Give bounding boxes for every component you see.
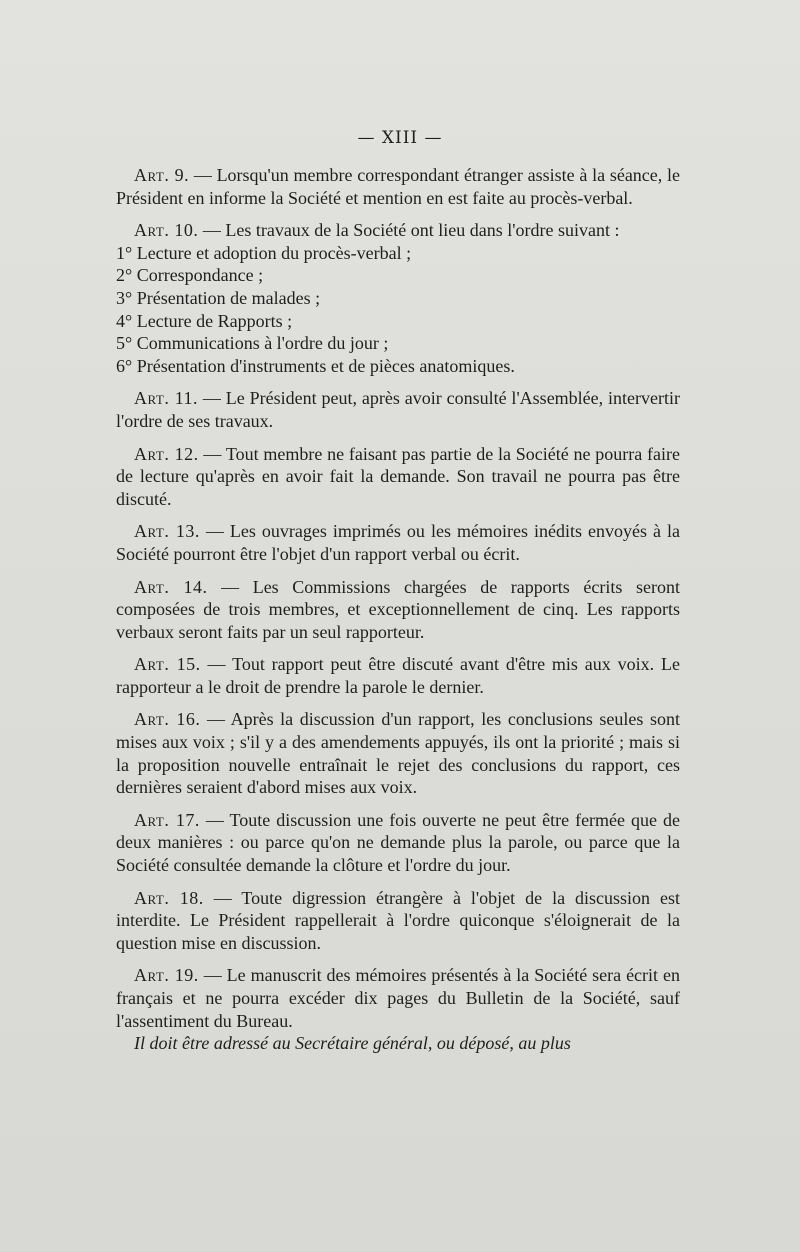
italic-continuation: Il doit être adressé au Secrétaire général, ou déposé, au plus: [134, 1033, 571, 1054]
list-item: 4° Lecture de Rapports ;: [116, 310, 293, 331]
page-number: — XIII —: [357, 128, 443, 148]
list-item: 3° Présentation de malades ;: [116, 287, 321, 308]
article-10: [116, 219, 680, 377]
article-text: — Le Président peut, après avoir consulté l'Assemblée, intervertir l'ordre de ses travaux.: [116, 388, 680, 431]
article-17: [116, 809, 680, 877]
article-16: [116, 708, 680, 798]
article-text: — Tout rapport peut être discuté avant d'être mis aux voix. Le rapporteur a le droit de prendre la parole le dernier.: [116, 654, 680, 697]
article-label: Art. 11.: [134, 388, 199, 409]
article-label: Art. 16.: [134, 709, 201, 730]
article-label: Art. 12.: [134, 443, 199, 464]
article-text: — Les Commissions chargées de rapports écrits seront composées de trois membres, et exceptionnellement de cinq. Les rapports verbaux seront faits par un seul rapporteur.: [116, 576, 680, 642]
article-label: Art. 19.: [134, 965, 199, 986]
article-label: Art. 15.: [134, 654, 201, 675]
article-18: [116, 887, 680, 955]
article-12: [116, 443, 680, 511]
article-label: Art. 13.: [134, 521, 200, 542]
article-11: [116, 387, 680, 432]
list-item: 2° Correspondance ;: [116, 265, 264, 286]
article-label: Art. 9.: [134, 165, 190, 185]
article-text: — Lorsqu'un membre correspondant étranger assiste à la séance, le Président en informe la Société et mention en est faite au procès-verbal.: [116, 165, 681, 208]
list-item: 1° Lecture et adoption du procès-verbal ;: [116, 242, 412, 263]
article-label: Art. 17.: [134, 809, 200, 830]
document-body: [116, 164, 680, 1055]
article-9: [116, 164, 680, 209]
article-text: — Tout membre ne faisant pas partie de la Société ne pourra faire de lecture qu'après en avoir fait la demande. Son travail ne pourra pas être discuté.: [116, 443, 680, 509]
article-text: — Après la discussion d'un rapport, les conclusions seules sont mises aux voix ; s'il y a des amendements appuyés, ils ont la priorité ; mais si la proposition nouvelle entraînait le rejet des conclusions du rapport, ces dernières seraient d'abord mises aux voix.: [116, 709, 680, 798]
list-item: 5° Communications à l'ordre du jour ;: [116, 333, 389, 354]
article-13: [116, 520, 680, 565]
article-label: Art. 10.: [134, 220, 199, 241]
article-text: — Les ouvrages imprimés ou les mémoires inédits envoyés à la Société pourront être l'objet d'un rapport verbal ou écrit.: [116, 521, 680, 564]
agenda-list: [116, 242, 680, 378]
article-14: [116, 576, 680, 644]
article-text: — Toute digression étrangère à l'objet de la discussion est interdite. Le Président rappellerait à l'ordre quiconque s'éloignerait de la question mise en discussion.: [116, 887, 680, 953]
article-text: — Toute discussion une fois ouverte ne peut être fermée que de deux manières : ou parce qu'on ne demande plus la parole, ou parce que la Société consultée demande la clôture et l'ordre du jour.: [116, 809, 680, 876]
article-label: Art. 18.: [134, 887, 204, 908]
list-item: 6° Présentation d'instruments et de pièces anatomiques.: [116, 355, 515, 376]
article-15: [116, 653, 680, 698]
article-19: [116, 964, 680, 1032]
article-text: — Les travaux de la Société ont lieu dans l'ordre suivant :: [202, 220, 620, 241]
article-label: Art. 14.: [134, 576, 208, 597]
article-text: — Le manuscrit des mémoires présentés à la Société sera écrit en français et ne pourra excéder dix pages du Bulletin de la Société, sauf l'assentiment du Bureau.: [116, 965, 680, 1031]
